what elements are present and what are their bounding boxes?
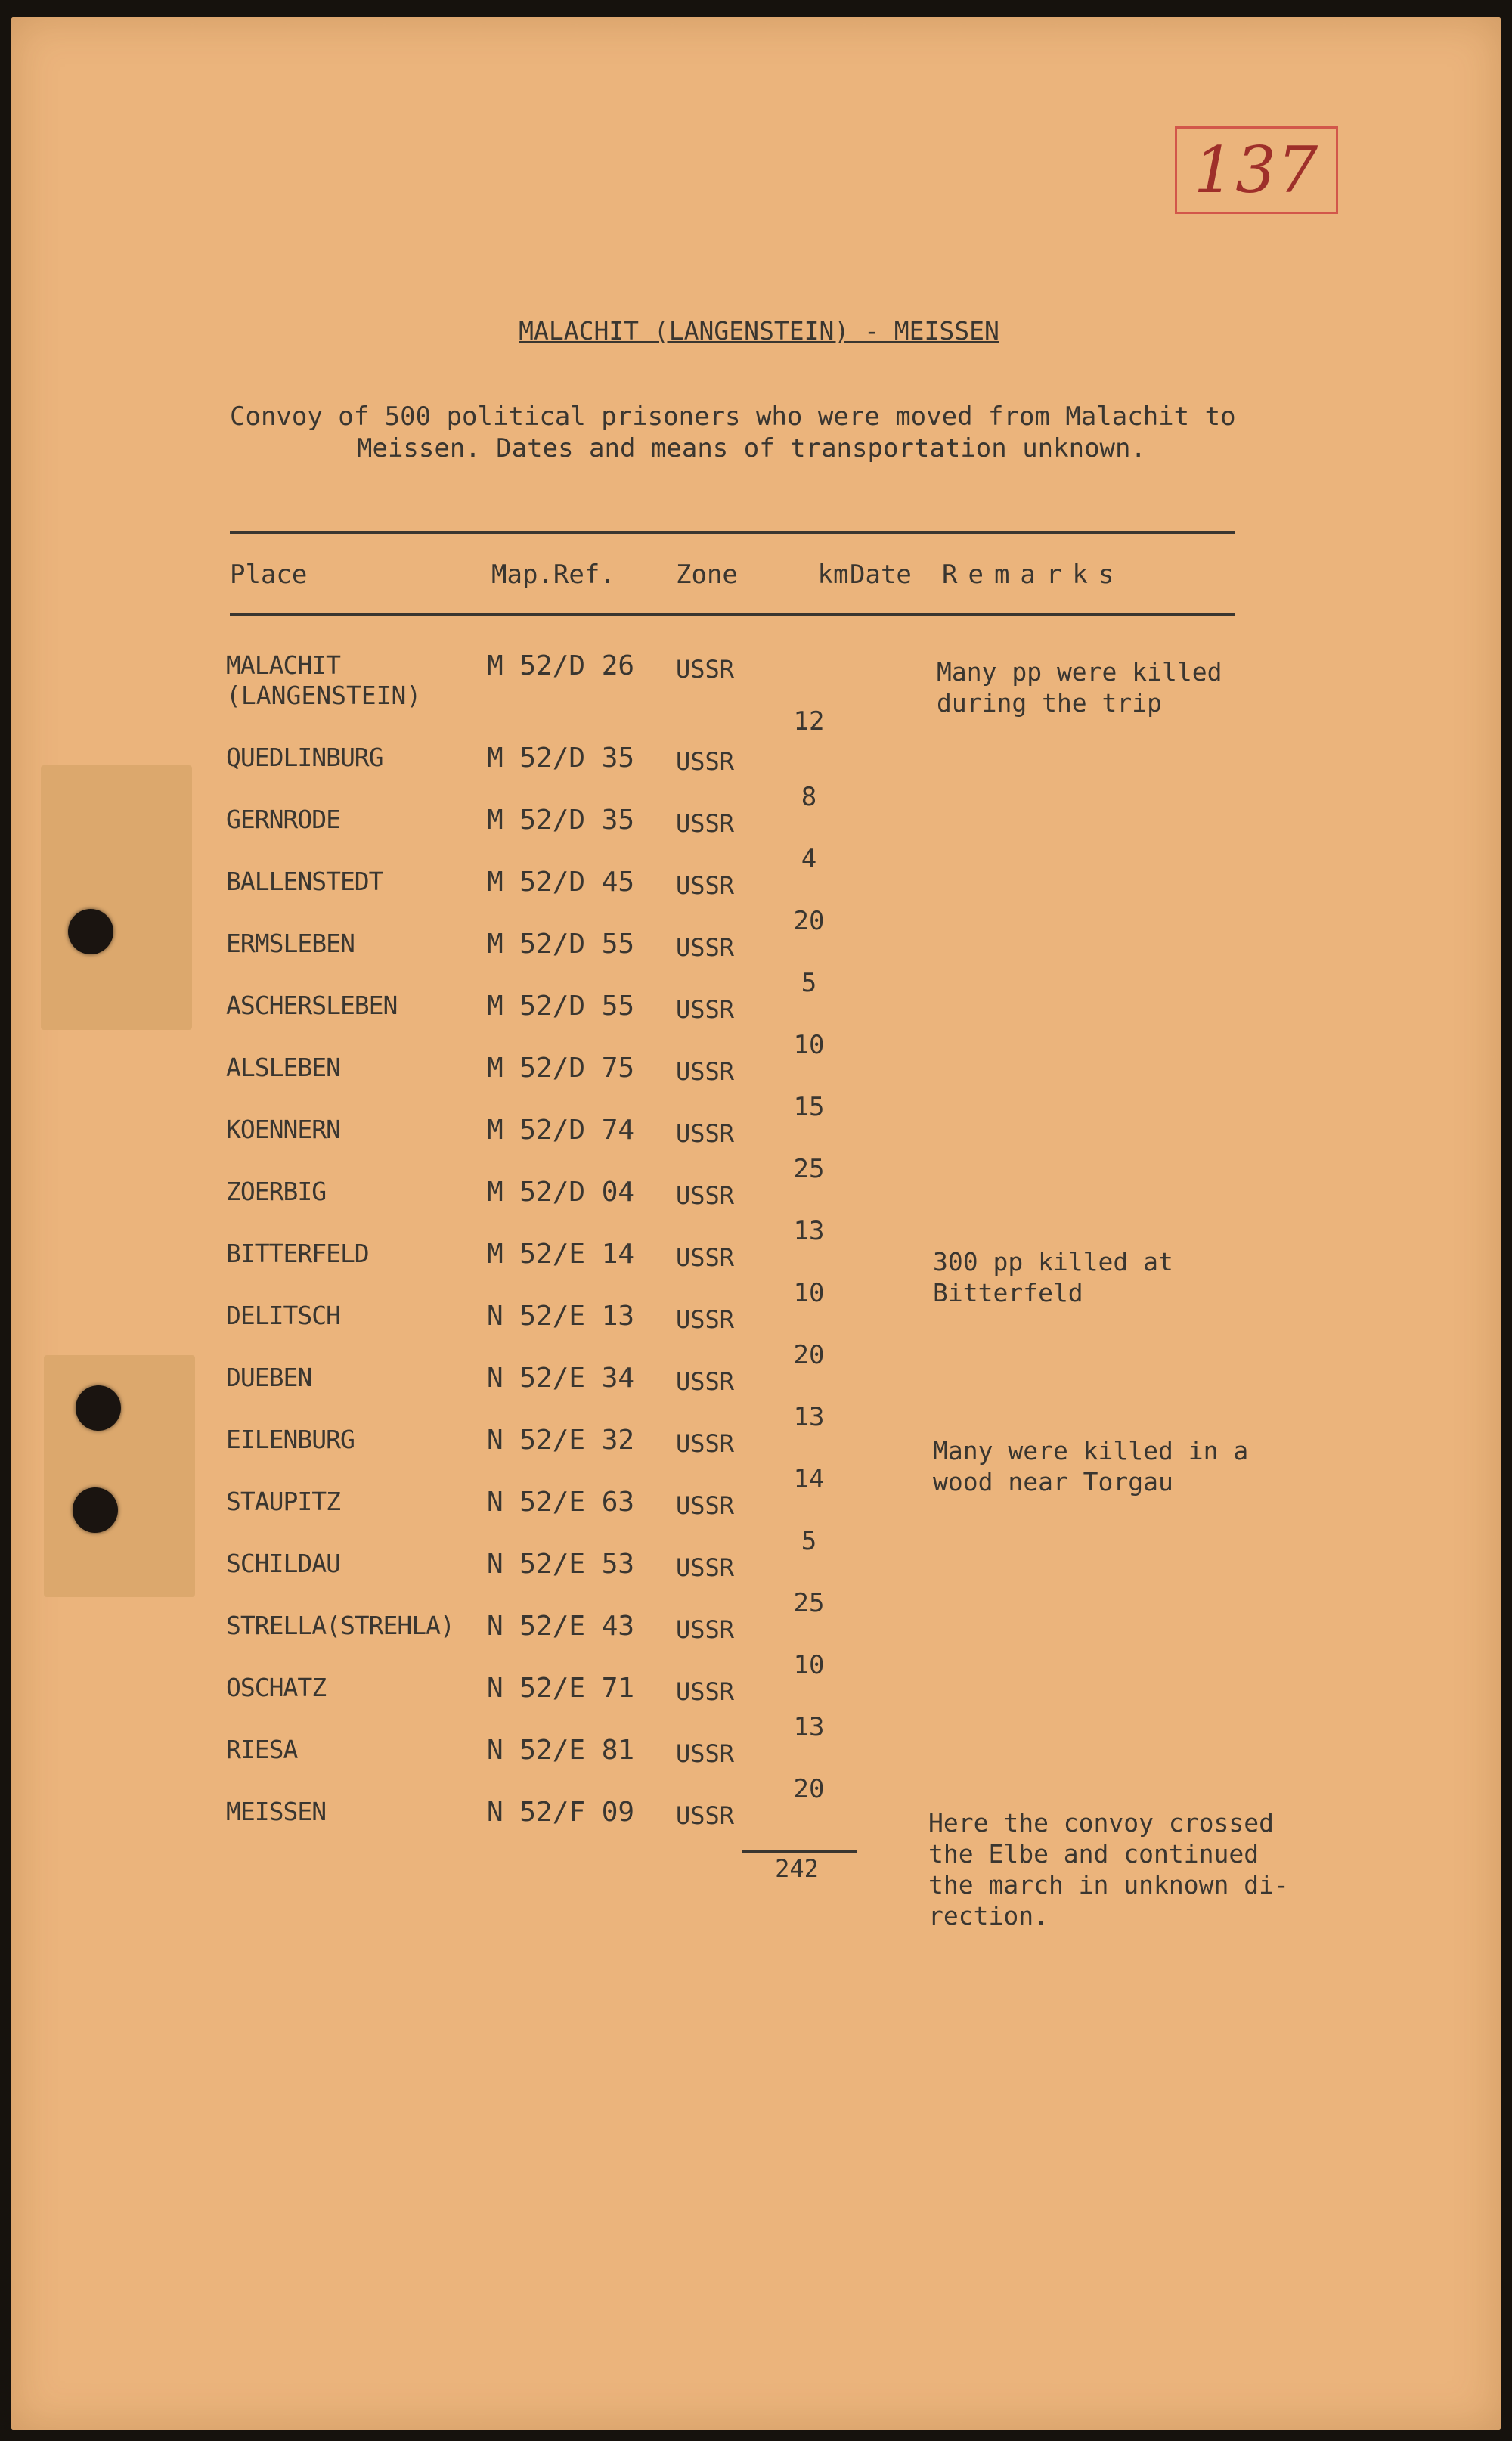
map-ref: M 52/D 35 <box>487 805 635 836</box>
map-ref: N 52/E 43 <box>487 1611 635 1642</box>
map-ref: M 52/D 45 <box>487 867 635 898</box>
table-row <box>11 1673 1501 1733</box>
zone: USSR <box>676 1429 735 1458</box>
zone: USSR <box>676 747 735 776</box>
remark-line: 300 pp killed at <box>933 1247 1173 1276</box>
place-name: GERNRODE <box>226 805 340 834</box>
map-ref: M 52/D 74 <box>487 1115 635 1146</box>
place-name: KOENNERN <box>226 1115 340 1144</box>
table-row <box>11 929 1501 989</box>
remark-line: Many were killed in a <box>933 1436 1249 1466</box>
zone: USSR <box>676 1181 735 1210</box>
remark-line: Many pp were killed <box>937 657 1222 687</box>
remark-line: the Elbe and continued <box>928 1839 1259 1869</box>
km-segment: 20 <box>793 1340 825 1370</box>
place-name: DUEBEN <box>226 1363 312 1392</box>
km-segment: 8 <box>801 782 817 812</box>
page-number-stamp: 137 <box>1175 126 1338 214</box>
place-name: BITTERFELD <box>226 1239 369 1268</box>
zone: USSR <box>676 871 735 900</box>
km-segment: 10 <box>793 1278 825 1308</box>
place-name: ALSLEBEN <box>226 1053 340 1082</box>
place-name: DELITSCH <box>226 1301 340 1330</box>
remark-line: Bitterfeld <box>933 1278 1083 1307</box>
table-row <box>11 1115 1501 1175</box>
place-name: QUEDLINBURG <box>226 743 383 772</box>
zone: USSR <box>676 655 735 684</box>
km-segment: 25 <box>793 1154 825 1184</box>
remark-line: rection. <box>928 1901 1049 1931</box>
zone: USSR <box>676 1801 735 1830</box>
place-name: MALACHIT <box>226 650 340 680</box>
km-segment: 10 <box>793 1030 825 1060</box>
place-name: ZOERBIG <box>226 1177 327 1206</box>
map-ref: N 52/E 32 <box>487 1425 635 1456</box>
map-ref: N 52/F 09 <box>487 1797 635 1828</box>
map-ref: N 52/E 71 <box>487 1673 635 1704</box>
km-segment: 10 <box>793 1650 825 1680</box>
map-ref: N 52/E 53 <box>487 1549 635 1580</box>
table-row <box>11 1301 1501 1361</box>
km-segment: 12 <box>793 706 825 737</box>
remark-line: the march in unknown di- <box>928 1870 1289 1900</box>
km-segment: 15 <box>793 1092 825 1122</box>
remark-line: Here the convoy crossed <box>928 1808 1274 1838</box>
remark-meissen <box>928 1807 1289 1931</box>
map-ref: M 52/D 55 <box>487 991 635 1022</box>
map-ref: N 52/E 13 <box>487 1301 635 1332</box>
table-header-rule <box>230 613 1235 616</box>
map-ref: N 52/E 34 <box>487 1363 635 1394</box>
map-ref: M 52/E 14 <box>487 1239 635 1270</box>
place-name: SCHILDAU <box>226 1549 340 1578</box>
map-ref: M 52/D 55 <box>487 929 635 960</box>
map-ref: N 52/E 81 <box>487 1735 635 1766</box>
place-subname: (LANGENSTEIN) <box>226 681 422 710</box>
table-row <box>11 743 1501 803</box>
remark-line: wood near Torgau <box>933 1467 1173 1497</box>
km-segment: 25 <box>793 1588 825 1618</box>
km-segment: 5 <box>801 1526 817 1556</box>
map-ref: M 52/D 35 <box>487 743 635 774</box>
table-row <box>11 1363 1501 1423</box>
table-row <box>11 650 1501 711</box>
km-segment: 13 <box>793 1712 825 1742</box>
remark-bitterfeld <box>933 1246 1173 1308</box>
km-segment: 13 <box>793 1402 825 1432</box>
place-name: EILENBURG <box>226 1425 355 1454</box>
table-row <box>11 1611 1501 1671</box>
zone: USSR <box>676 1243 735 1272</box>
km-segment: 5 <box>801 968 817 998</box>
table-row <box>11 867 1501 927</box>
table-row <box>11 1177 1501 1237</box>
header-place: Place <box>230 560 308 590</box>
zone: USSR <box>676 1119 735 1148</box>
description-line-2: Meissen. Dates and means of transportation unknown. <box>357 433 1146 464</box>
place-name: ASCHERSLEBEN <box>226 991 398 1020</box>
zone: USSR <box>676 1057 735 1086</box>
header-zone: Zone <box>676 560 738 590</box>
table-top-rule <box>230 531 1235 534</box>
map-ref: N 52/E 63 <box>487 1487 635 1518</box>
zone: USSR <box>676 1367 735 1396</box>
zone: USSR <box>676 1677 735 1706</box>
table-row <box>11 1425 1501 1485</box>
document-title: MALACHIT (LANGENSTEIN) - MEISSEN <box>519 316 999 346</box>
table-row <box>11 1735 1501 1795</box>
zone: USSR <box>676 809 735 838</box>
km-segment: 13 <box>793 1216 825 1246</box>
place-name: STAUPITZ <box>226 1487 340 1516</box>
place-name: RIESA <box>226 1735 298 1764</box>
place-name: BALLENSTEDT <box>226 867 383 896</box>
km-segment: 20 <box>793 1774 825 1804</box>
header-date: Date <box>850 560 912 590</box>
description-line-1: Convoy of 500 political prisoners who were moved from Malachit to <box>230 402 1236 432</box>
place-name: ERMSLEBEN <box>226 929 355 958</box>
description <box>230 401 1273 464</box>
place-name: OSCHATZ <box>226 1673 327 1702</box>
header-remarks: Remarks <box>942 560 1125 590</box>
table-row <box>11 805 1501 865</box>
zone: USSR <box>676 1491 735 1520</box>
km-segment: 14 <box>793 1464 825 1494</box>
zone: USSR <box>676 1739 735 1768</box>
zone: USSR <box>676 995 735 1024</box>
table-row <box>11 1549 1501 1609</box>
place-name: STRELLA(STREHLA) <box>226 1611 454 1640</box>
km-segment: 20 <box>793 906 825 936</box>
header-map-ref: Map.Ref. <box>491 560 615 590</box>
table-row <box>11 991 1501 1051</box>
header-km: km <box>817 560 849 590</box>
remark-line: during the trip <box>937 688 1163 718</box>
zone: USSR <box>676 933 735 962</box>
map-ref: M 52/D 04 <box>487 1177 635 1208</box>
zone: USSR <box>676 1305 735 1334</box>
map-ref: M 52/D 26 <box>487 650 635 681</box>
table-row <box>11 1053 1501 1113</box>
remark-eilenburg <box>933 1435 1248 1497</box>
total-rule <box>742 1850 857 1853</box>
place-name: MEISSEN <box>226 1797 327 1826</box>
map-ref: M 52/D 75 <box>487 1053 635 1084</box>
table-row <box>11 1239 1501 1299</box>
remark-malachit <box>937 656 1222 718</box>
zone: USSR <box>676 1615 735 1644</box>
zone: USSR <box>676 1553 735 1582</box>
km-segment: 4 <box>801 844 817 874</box>
table-row <box>11 1487 1501 1547</box>
document-page <box>11 17 1501 2430</box>
km-total: 242 <box>775 1854 819 1883</box>
